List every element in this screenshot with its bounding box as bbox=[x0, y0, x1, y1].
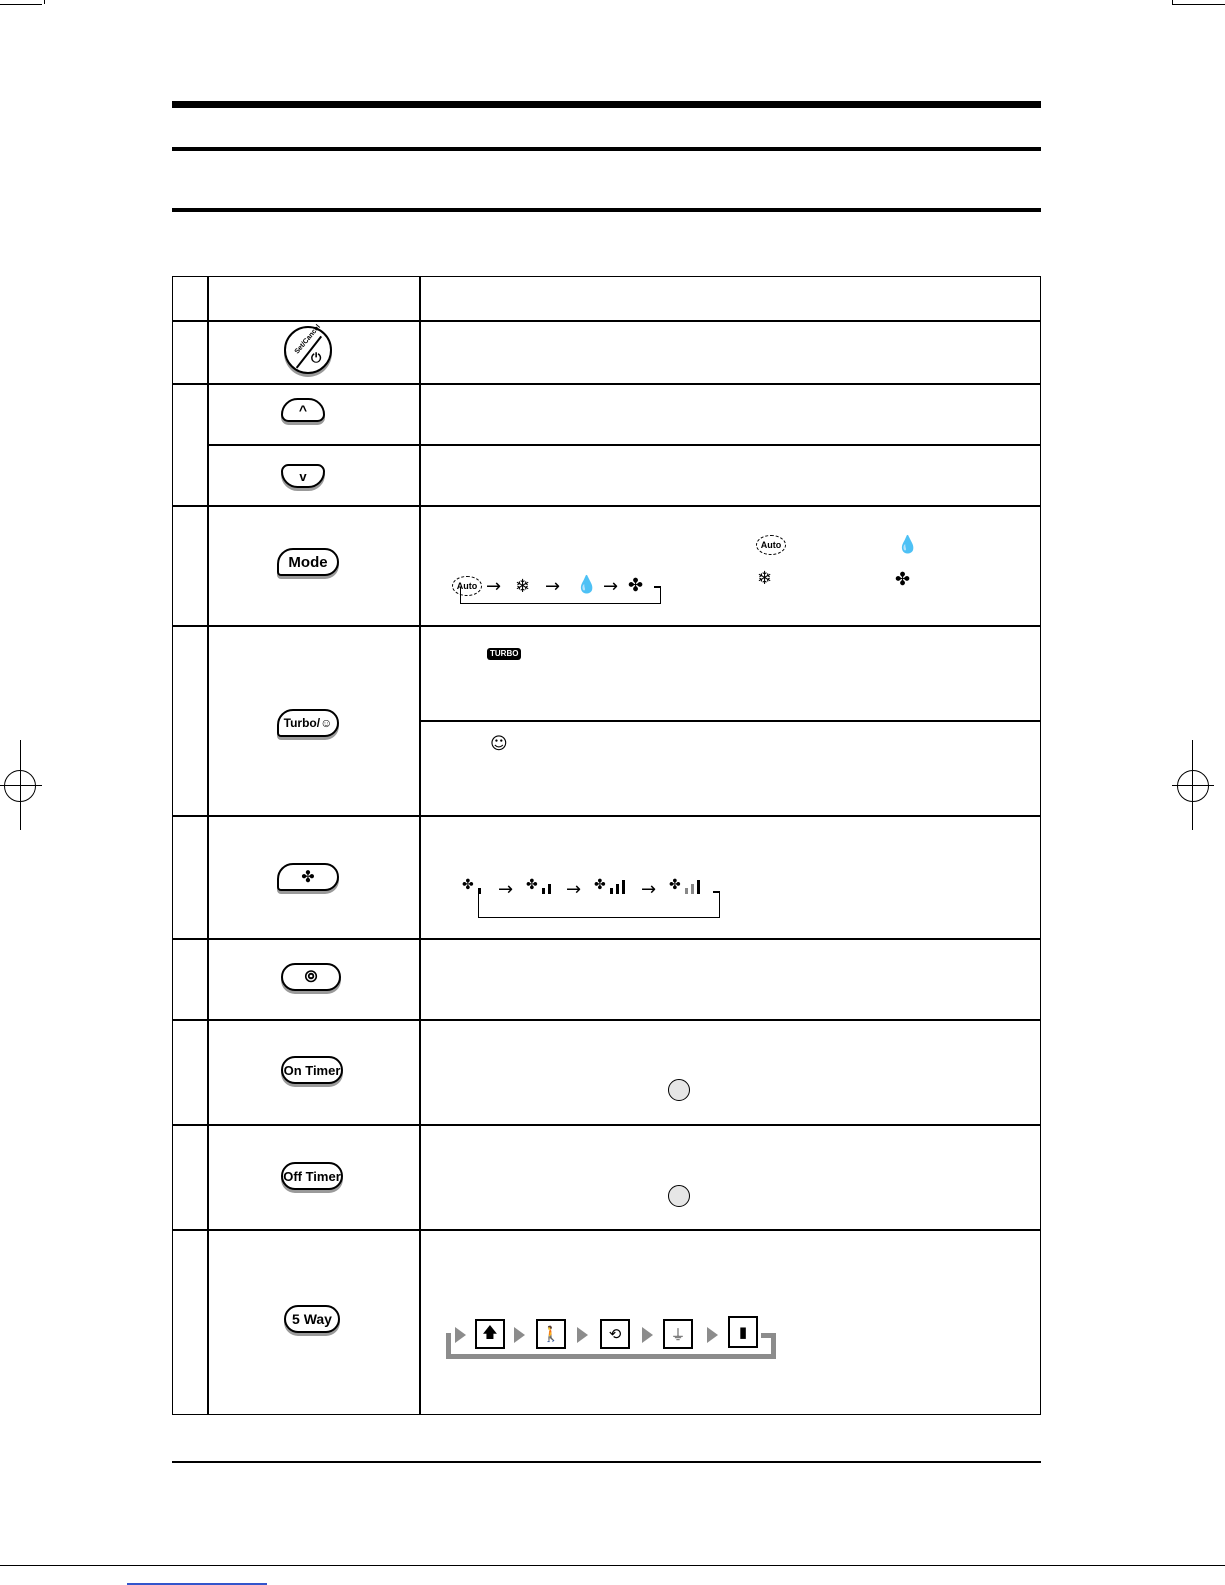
registration-mark-left-h bbox=[0, 785, 42, 786]
fan-cycle-loop-cap bbox=[713, 891, 720, 893]
mode-button[interactable] bbox=[277, 548, 339, 576]
table-row-divider bbox=[172, 1229, 1041, 1231]
mode-button-label: Mode bbox=[288, 553, 328, 571]
cool-snowflake-icon: ❄ bbox=[757, 568, 773, 589]
fan-speed-auto-icon: ✤ bbox=[669, 878, 707, 896]
cycle-arrow bbox=[455, 1327, 466, 1343]
vertical-louver-icon: 🡅 bbox=[475, 1319, 505, 1349]
up-arrow-icon: ^ bbox=[298, 402, 308, 418]
registration-mark-right-h bbox=[1172, 785, 1214, 786]
fan-speed-button[interactable] bbox=[277, 863, 339, 891]
dry-drop-icon: 💧 bbox=[897, 535, 919, 555]
table-row-divider bbox=[172, 815, 1041, 817]
function-table bbox=[172, 276, 1041, 1415]
cycle-arrow bbox=[707, 1327, 718, 1343]
table-row-divider bbox=[419, 720, 1041, 722]
off-timer-button[interactable] bbox=[281, 1162, 343, 1190]
cool-snowflake-icon: ❄ bbox=[515, 576, 531, 597]
crop-mark bbox=[1172, 0, 1173, 4]
on-timer-label: On Timer bbox=[283, 1062, 341, 1078]
power-icon: ⏻ bbox=[311, 351, 322, 366]
mode-cycle-loop-cap bbox=[654, 586, 661, 588]
header-rule bbox=[172, 147, 1041, 151]
cycle-arrow bbox=[577, 1327, 588, 1343]
auto-mode-icon: Auto bbox=[452, 576, 482, 596]
sleep-face-icon: ☺ bbox=[490, 734, 508, 754]
crop-mark bbox=[44, 0, 45, 4]
set-cancel-label: Set/Cancel bbox=[293, 323, 323, 356]
temperature-up-button[interactable] bbox=[281, 398, 325, 422]
registration-mark-right-v bbox=[1192, 740, 1193, 830]
swing-louver-icon: ⦾ bbox=[304, 967, 318, 986]
timer-dial-icon bbox=[668, 1185, 690, 1207]
footer-rule bbox=[172, 1461, 1041, 1463]
fan-speed-medium-icon: ✤ bbox=[526, 878, 560, 896]
five-way-label: 5 Way bbox=[292, 1311, 332, 1327]
plug-icon: ⏚ bbox=[663, 1319, 693, 1349]
crop-mark bbox=[1172, 4, 1225, 5]
set-cancel-power-button[interactable] bbox=[284, 323, 332, 374]
registration-mark-left-v bbox=[20, 740, 21, 830]
fan-icon: ✤ bbox=[628, 575, 644, 596]
flow-arrow: → bbox=[566, 879, 582, 900]
dry-drop-icon: 💧 bbox=[576, 575, 598, 595]
table-row-divider bbox=[172, 938, 1041, 940]
turbo-sleep-button[interactable] bbox=[277, 709, 339, 737]
auto-mode-icon: Auto bbox=[756, 535, 786, 555]
off-timer-label: Off Timer bbox=[283, 1168, 341, 1184]
flow-arrow: → bbox=[641, 879, 657, 900]
flow-arrow: → bbox=[545, 576, 561, 597]
cycle-arrow bbox=[642, 1327, 653, 1343]
cycle-arrow bbox=[514, 1327, 525, 1343]
swing-button[interactable] bbox=[281, 963, 341, 991]
fan-cycle-loop bbox=[478, 892, 720, 918]
flow-arrow: → bbox=[603, 576, 619, 597]
table-column-divider bbox=[207, 276, 209, 1415]
bottle-icon: ▮ bbox=[728, 1316, 758, 1348]
turbo-sleep-label: Turbo/☺ bbox=[283, 716, 333, 730]
flow-arrow: → bbox=[498, 879, 514, 900]
crop-mark bbox=[0, 4, 42, 5]
header-rule-thick bbox=[172, 101, 1041, 108]
table-row-divider bbox=[172, 1124, 1041, 1126]
five-way-button[interactable] bbox=[284, 1305, 340, 1333]
fan-icon: ✤ bbox=[895, 569, 911, 590]
crop-mark bbox=[0, 1565, 1225, 1566]
temperature-down-button[interactable] bbox=[281, 464, 325, 488]
down-arrow-icon: v bbox=[299, 468, 307, 484]
turbo-badge-icon: TURBO bbox=[487, 648, 521, 660]
header-rule bbox=[172, 208, 1041, 212]
five-way-cycle-loop-cap bbox=[761, 1333, 776, 1338]
table-row-divider bbox=[172, 505, 1041, 507]
flow-arrow: → bbox=[486, 576, 502, 597]
on-timer-button[interactable] bbox=[281, 1056, 343, 1084]
circulation-icon: ⟲ bbox=[600, 1319, 630, 1349]
timer-dial-icon bbox=[668, 1079, 690, 1101]
person-icon: 🚶 bbox=[536, 1319, 566, 1349]
table-row-divider bbox=[172, 320, 1041, 322]
table-column-divider bbox=[419, 276, 421, 1415]
fan-icon: ✤ bbox=[301, 867, 315, 886]
table-row-divider bbox=[172, 625, 1041, 627]
table-row-divider bbox=[207, 444, 1041, 446]
mode-cycle-loop bbox=[460, 587, 661, 604]
fan-speed-low-icon: ✤ bbox=[462, 878, 488, 896]
registration-mark-right bbox=[1177, 770, 1209, 802]
fan-speed-high-icon: ✤ bbox=[594, 878, 632, 896]
table-row-divider bbox=[172, 1019, 1041, 1021]
table-row-divider bbox=[172, 383, 1041, 385]
